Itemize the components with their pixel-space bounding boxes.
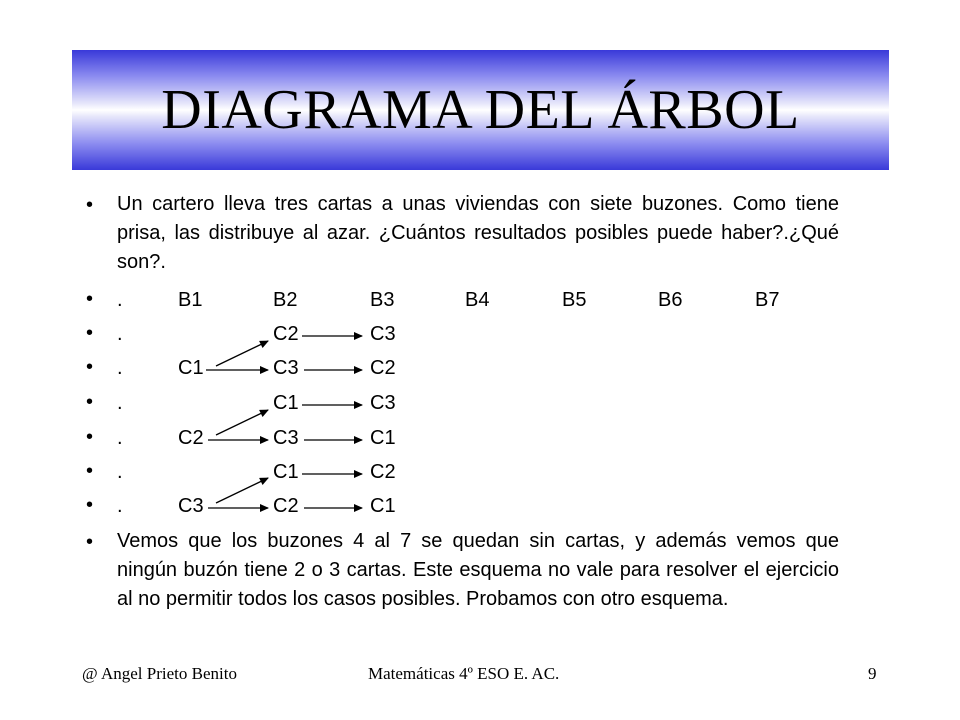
tree-second-letter: C2 [273, 495, 299, 517]
bullet-marker: • [86, 494, 94, 516]
tree-second-letter: C3 [273, 357, 299, 379]
tree-first-letter: C3 [178, 495, 204, 517]
slide-title: DIAGRAMA DEL ÁRBOL [161, 79, 800, 141]
tree-third-letter: C2 [370, 357, 396, 379]
tree-second-letter: C1 [273, 461, 299, 483]
bullet-marker: • [86, 391, 94, 413]
row-dot: . [117, 323, 123, 345]
mailbox-label: B3 [370, 289, 395, 311]
tree-second-letter: C1 [273, 392, 299, 414]
intro-paragraph: Un cartero lleva tres cartas a unas viviendas con siete buzones. Como tiene prisa, las distribuye al azar. ¿Cuántos resultados posibles puede haber?.¿Qué son?. [117, 193, 839, 273]
mailbox-label: B1 [178, 289, 203, 311]
mailbox-label: B6 [658, 289, 683, 311]
tree-third-letter: C1 [370, 427, 396, 449]
bullet-marker: • [86, 288, 94, 310]
tree-first-letter: C2 [178, 427, 204, 449]
branch-arrow [216, 410, 268, 435]
tree-third-letter: C2 [370, 461, 396, 483]
branch-arrow [216, 478, 268, 503]
mailbox-label: B4 [465, 289, 490, 311]
row-dot: . [117, 427, 123, 449]
tree-third-letter: C3 [370, 323, 396, 345]
conclusion-paragraph: Vemos que los buzones 4 al 7 se quedan sin cartas, y además vemos que ningún buzón tiene 2 o 3 cartas. Este esquema no vale para resolver el ejercicio al no permitir todos los casos posibles. Probamos con otro esquema. [117, 530, 839, 610]
row-dot: . [117, 392, 123, 414]
mailbox-label: B2 [273, 289, 298, 311]
tree-first-letter: C1 [178, 357, 204, 379]
row-dot: . [117, 495, 123, 517]
footer-course: Matemáticas 4º ESO E. AC. [368, 664, 560, 683]
bullet-marker: • [86, 460, 94, 482]
tree-second-letter: C2 [273, 323, 299, 345]
row-dot: . [117, 357, 123, 379]
header-dot: . [117, 289, 123, 311]
row-dot: . [117, 461, 123, 483]
bullet-marker: • [86, 426, 94, 448]
footer-author: @ Angel Prieto Benito [82, 664, 237, 683]
tree-third-letter: C3 [370, 392, 396, 414]
branch-arrow [216, 341, 268, 366]
bullet-marker: • [86, 531, 94, 553]
mailbox-label: B7 [755, 289, 780, 311]
mailbox-label: B5 [562, 289, 587, 311]
tree-second-letter: C3 [273, 427, 299, 449]
bullet-marker: • [86, 356, 94, 378]
bullet-marker: • [86, 322, 94, 344]
tree-third-letter: C1 [370, 495, 396, 517]
bullet-marker: • [86, 194, 94, 216]
page-number: 9 [868, 664, 877, 683]
